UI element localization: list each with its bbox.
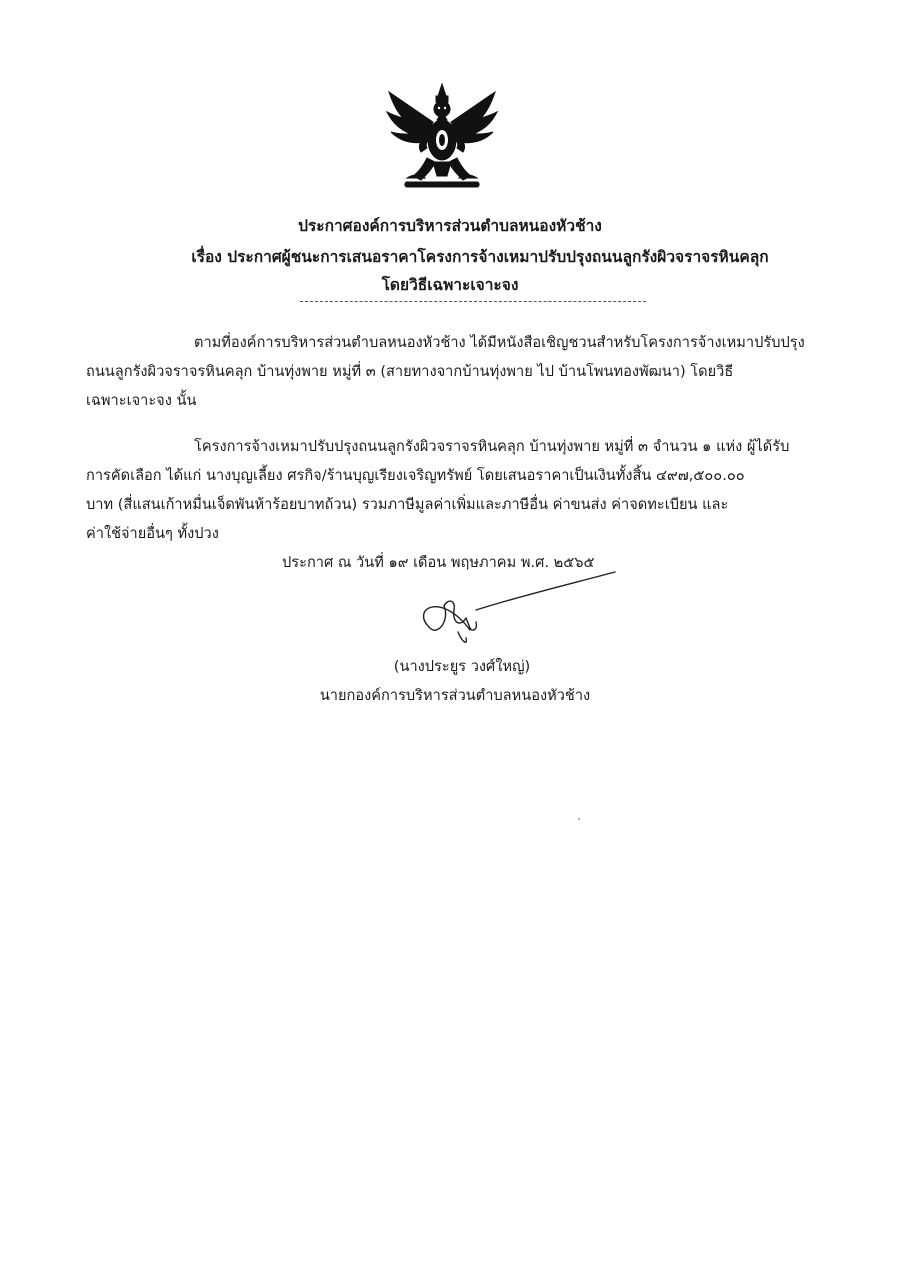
paragraph-line: บาท (สี่แสนเก้าหมื่นเจ็ดพันห้าร้อยบาทถ้วน) รวมภาษีมูลค่าเพิ่มและภาษีอื่น ค่าขนส่ง ค่าจดทะเบียน และ — [86, 496, 729, 513]
scan-speck — [578, 818, 580, 820]
signatory-position: นายกองค์การบริหารส่วนตำบลหนองหัวช้าง — [319, 687, 591, 704]
garuda-emblem-icon — [383, 82, 501, 198]
announcement-subject: เรื่อง ประกาศผู้ชนะการเสนอราคาโครงการจ้างเหมาปรับปรุงถนนลูกรังผิวจราจรหินคลุก — [191, 248, 769, 266]
heading-divider — [300, 301, 646, 302]
announcement-title: ประกาศองค์การบริหารส่วนตำบลหนองหัวช้าง — [298, 217, 602, 235]
paragraph-line: ถนนลูกรังผิวจราจรหินคลุก บ้านทุ่งพาย หมู่ที่ ๓ (สายทางจากบ้านทุ่งพาย ไป บ้านโพนทองพัฒนา) โดยวิธี — [86, 363, 734, 380]
paragraph-line: โครงการจ้างเหมาปรับปรุงถนนลูกรังผิวจราจรหินคลุก บ้านทุ่งพาย หมู่ที่ ๓ จำนวน ๑ แห่ง ผู้ได้รับ — [194, 438, 790, 455]
handwritten-signature — [400, 570, 620, 650]
signatory-name: (นางประยูร วงศ์ใหญ่) — [393, 658, 531, 675]
paragraph-line: ค่าใช้จ่ายอื่นๆ ทั้งปวง — [86, 525, 219, 542]
paragraph-winner — [86, 432, 820, 548]
paragraph-line: เฉพาะเจาะจง นั้น — [86, 392, 197, 409]
paragraph-line: ตามที่องค์การบริหารส่วนตำบลหนองหัวช้าง ได้มีหนังสือเชิญชวนสำหรับโครงการจ้างเหมาปรับปรุง — [194, 334, 805, 351]
paragraph-invitation — [86, 328, 820, 415]
paragraph-line: การคัดเลือก ได้แก่ นางบุญเลี้ยง ศรกิจ/ร้านบุญเรียงเจริญทรัพย์ โดยเสนอราคาเป็นเงินทั้งสิ้น ๔๙๗,๕๐๐.๐๐ — [86, 467, 745, 484]
procurement-method: โดยวิธีเฉพาะเจาะจง — [381, 276, 519, 294]
announcement-date: ประกาศ ณ วันที่ ๑๙ เดือน พฤษภาคม พ.ศ. ๒๕๖๕ — [282, 554, 595, 571]
